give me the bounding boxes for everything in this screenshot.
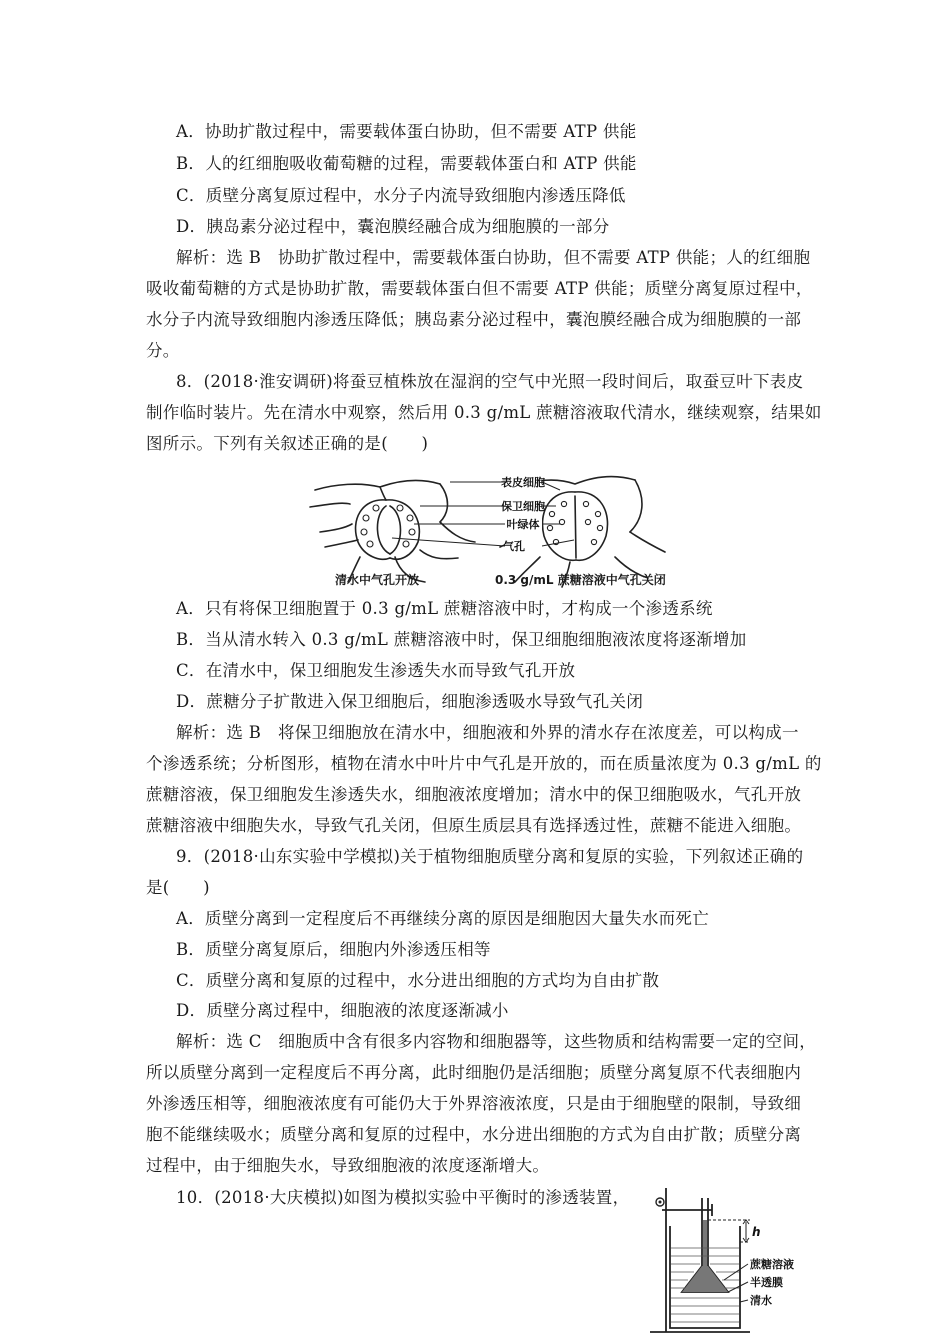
q7-option-c: C．质壁分离复原过程中，水分子内流导致细胞内渗透压降低 bbox=[176, 186, 626, 205]
q8-stem-line: 8．(2018·淮安调研)将蚕豆植株放在湿润的空气中光照一段时间后，取蚕豆叶下表皮 bbox=[176, 372, 804, 391]
q9-option-d: D．质壁分离过程中，细胞液的浓度逐渐减小 bbox=[176, 1001, 509, 1020]
q9-analysis-line: 过程中，由于细胞失水，导致细胞液的浓度逐渐增大。 bbox=[146, 1156, 550, 1175]
q8-stem-line: 图所示。下列有关叙述正确的是( ) bbox=[146, 434, 429, 453]
q8-option-b: B．当从清水转入 0.3 g/mL 蔗糖溶液中时，保卫细胞细胞液浓度将逐渐增加 bbox=[176, 630, 747, 649]
q8-analysis-line: 个渗透系统；分析图形，植物在清水中叶片中气孔是开放的，而在质量浓度为 0.3 g/mL 的 bbox=[146, 754, 822, 773]
q8-option-a: A．只有将保卫细胞置于 0.3 g/mL 蔗糖溶液中时，才构成一个渗透系统 bbox=[176, 599, 713, 618]
q8-option-d: D．蔗糖分子扩散进入保卫细胞后，细胞渗透吸水导致气孔关闭 bbox=[176, 692, 644, 711]
q9-option-b: B．质壁分离复原后，细胞内外渗透压相等 bbox=[176, 940, 491, 959]
figure-label-stoma: 气孔 bbox=[503, 540, 525, 553]
q8-analysis-line: 解析：选 B 将保卫细胞放在清水中，细胞液和外界的清水存在浓度差，可以构成一 bbox=[176, 723, 799, 742]
q10-stem: 10．(2018·大庆模拟)如图为模拟实验中平衡时的渗透装置， bbox=[176, 1188, 630, 1207]
q8-option-c: C．在清水中，保卫细胞发生渗透失水而导致气孔开放 bbox=[176, 661, 576, 680]
figure-caption-left: 清水中气孔开放 bbox=[335, 573, 420, 587]
apparatus-label-sucrose: 蔗糖溶液 bbox=[750, 1258, 794, 1271]
apparatus-label-membrane: 半透膜 bbox=[750, 1276, 783, 1289]
q9-analysis-line: 外渗透压相等，细胞液浓度有可能仍大于外界溶液浓度，只是由于细胞壁的限制，导致细 bbox=[146, 1094, 802, 1113]
q9-analysis-line: 胞不能继续吸水；质壁分离和复原的过程中，水分进出细胞的方式为自由扩散；质壁分离 bbox=[146, 1125, 802, 1144]
q7-analysis-line: 分。 bbox=[146, 341, 180, 360]
q9-stem-line: 9．(2018·山东实验中学模拟)关于植物细胞质壁分离和复原的实验，下列叙述正确的 bbox=[176, 847, 804, 866]
q7-option-a: A．协助扩散过程中，需要载体蛋白协助，但不需要 ATP 供能 bbox=[176, 122, 637, 141]
figure-label-chloroplast: 叶绿体 bbox=[506, 518, 540, 531]
q8-analysis-line: 蔗糖溶液中细胞失水，导致气孔关闭，但原生质层具有选择透过性，蔗糖不能进入细胞。 bbox=[146, 816, 802, 835]
q8-analysis-line: 蔗糖溶液，保卫细胞发生渗透失水，细胞液浓度增加；清水中的保卫细胞吸水，气孔开放 bbox=[146, 785, 802, 804]
q9-option-c: C．质壁分离和复原的过程中，水分进出细胞的方式均为自由扩散 bbox=[176, 971, 660, 990]
q9-option-a: A．质壁分离到一定程度后不再继续分离的原因是细胞因大量失水而死亡 bbox=[176, 909, 710, 928]
figure-caption-right: 0.3 g/mL 蔗糖溶液中气孔关闭 bbox=[495, 573, 666, 587]
q9-stem-line: 是( ) bbox=[146, 878, 210, 897]
apparatus-label-water: 清水 bbox=[750, 1294, 772, 1307]
q7-analysis-line: 解析：选 B 协助扩散过程中，需要载体蛋白协助，但不需要 ATP 供能；人的红细胞 bbox=[176, 248, 811, 267]
q9-analysis-line: 解析：选 C 细胞质中含有很多内容物和细胞器等，这些物质和结构需要一定的空间， bbox=[176, 1032, 817, 1051]
figure-label-epidermis: 表皮细胞 bbox=[501, 476, 545, 489]
figure-label-guard-cell: 保卫细胞 bbox=[501, 500, 545, 513]
q8-stem-line: 制作临时装片。先在清水中观察，然后用 0.3 g/mL 蔗糖溶液取代清水，继续观察，结果如 bbox=[146, 403, 822, 422]
q7-option-d: D．胰岛素分泌过程中，囊泡膜经融合成为细胞膜的一部分 bbox=[176, 217, 610, 236]
q7-option-b: B．人的红细胞吸收葡萄糖的过程，需要载体蛋白和 ATP 供能 bbox=[176, 154, 637, 173]
q9-analysis-line: 所以质壁分离到一定程度后不再分离，此时细胞仍是活细胞；质壁分离复原不代表细胞内 bbox=[146, 1063, 802, 1082]
q7-analysis-line: 水分子内流导致细胞内渗透压降低；胰岛素分泌过程中，囊泡膜经融合成为细胞膜的一部 bbox=[146, 310, 802, 329]
q7-analysis-line: 吸收葡萄糖的方式是协助扩散，需要载体蛋白但不需要 ATP 供能；质壁分离复原过程中， bbox=[146, 279, 813, 298]
osmosis-apparatus-figure bbox=[640, 1180, 820, 1340]
height-label: h bbox=[752, 1225, 761, 1239]
